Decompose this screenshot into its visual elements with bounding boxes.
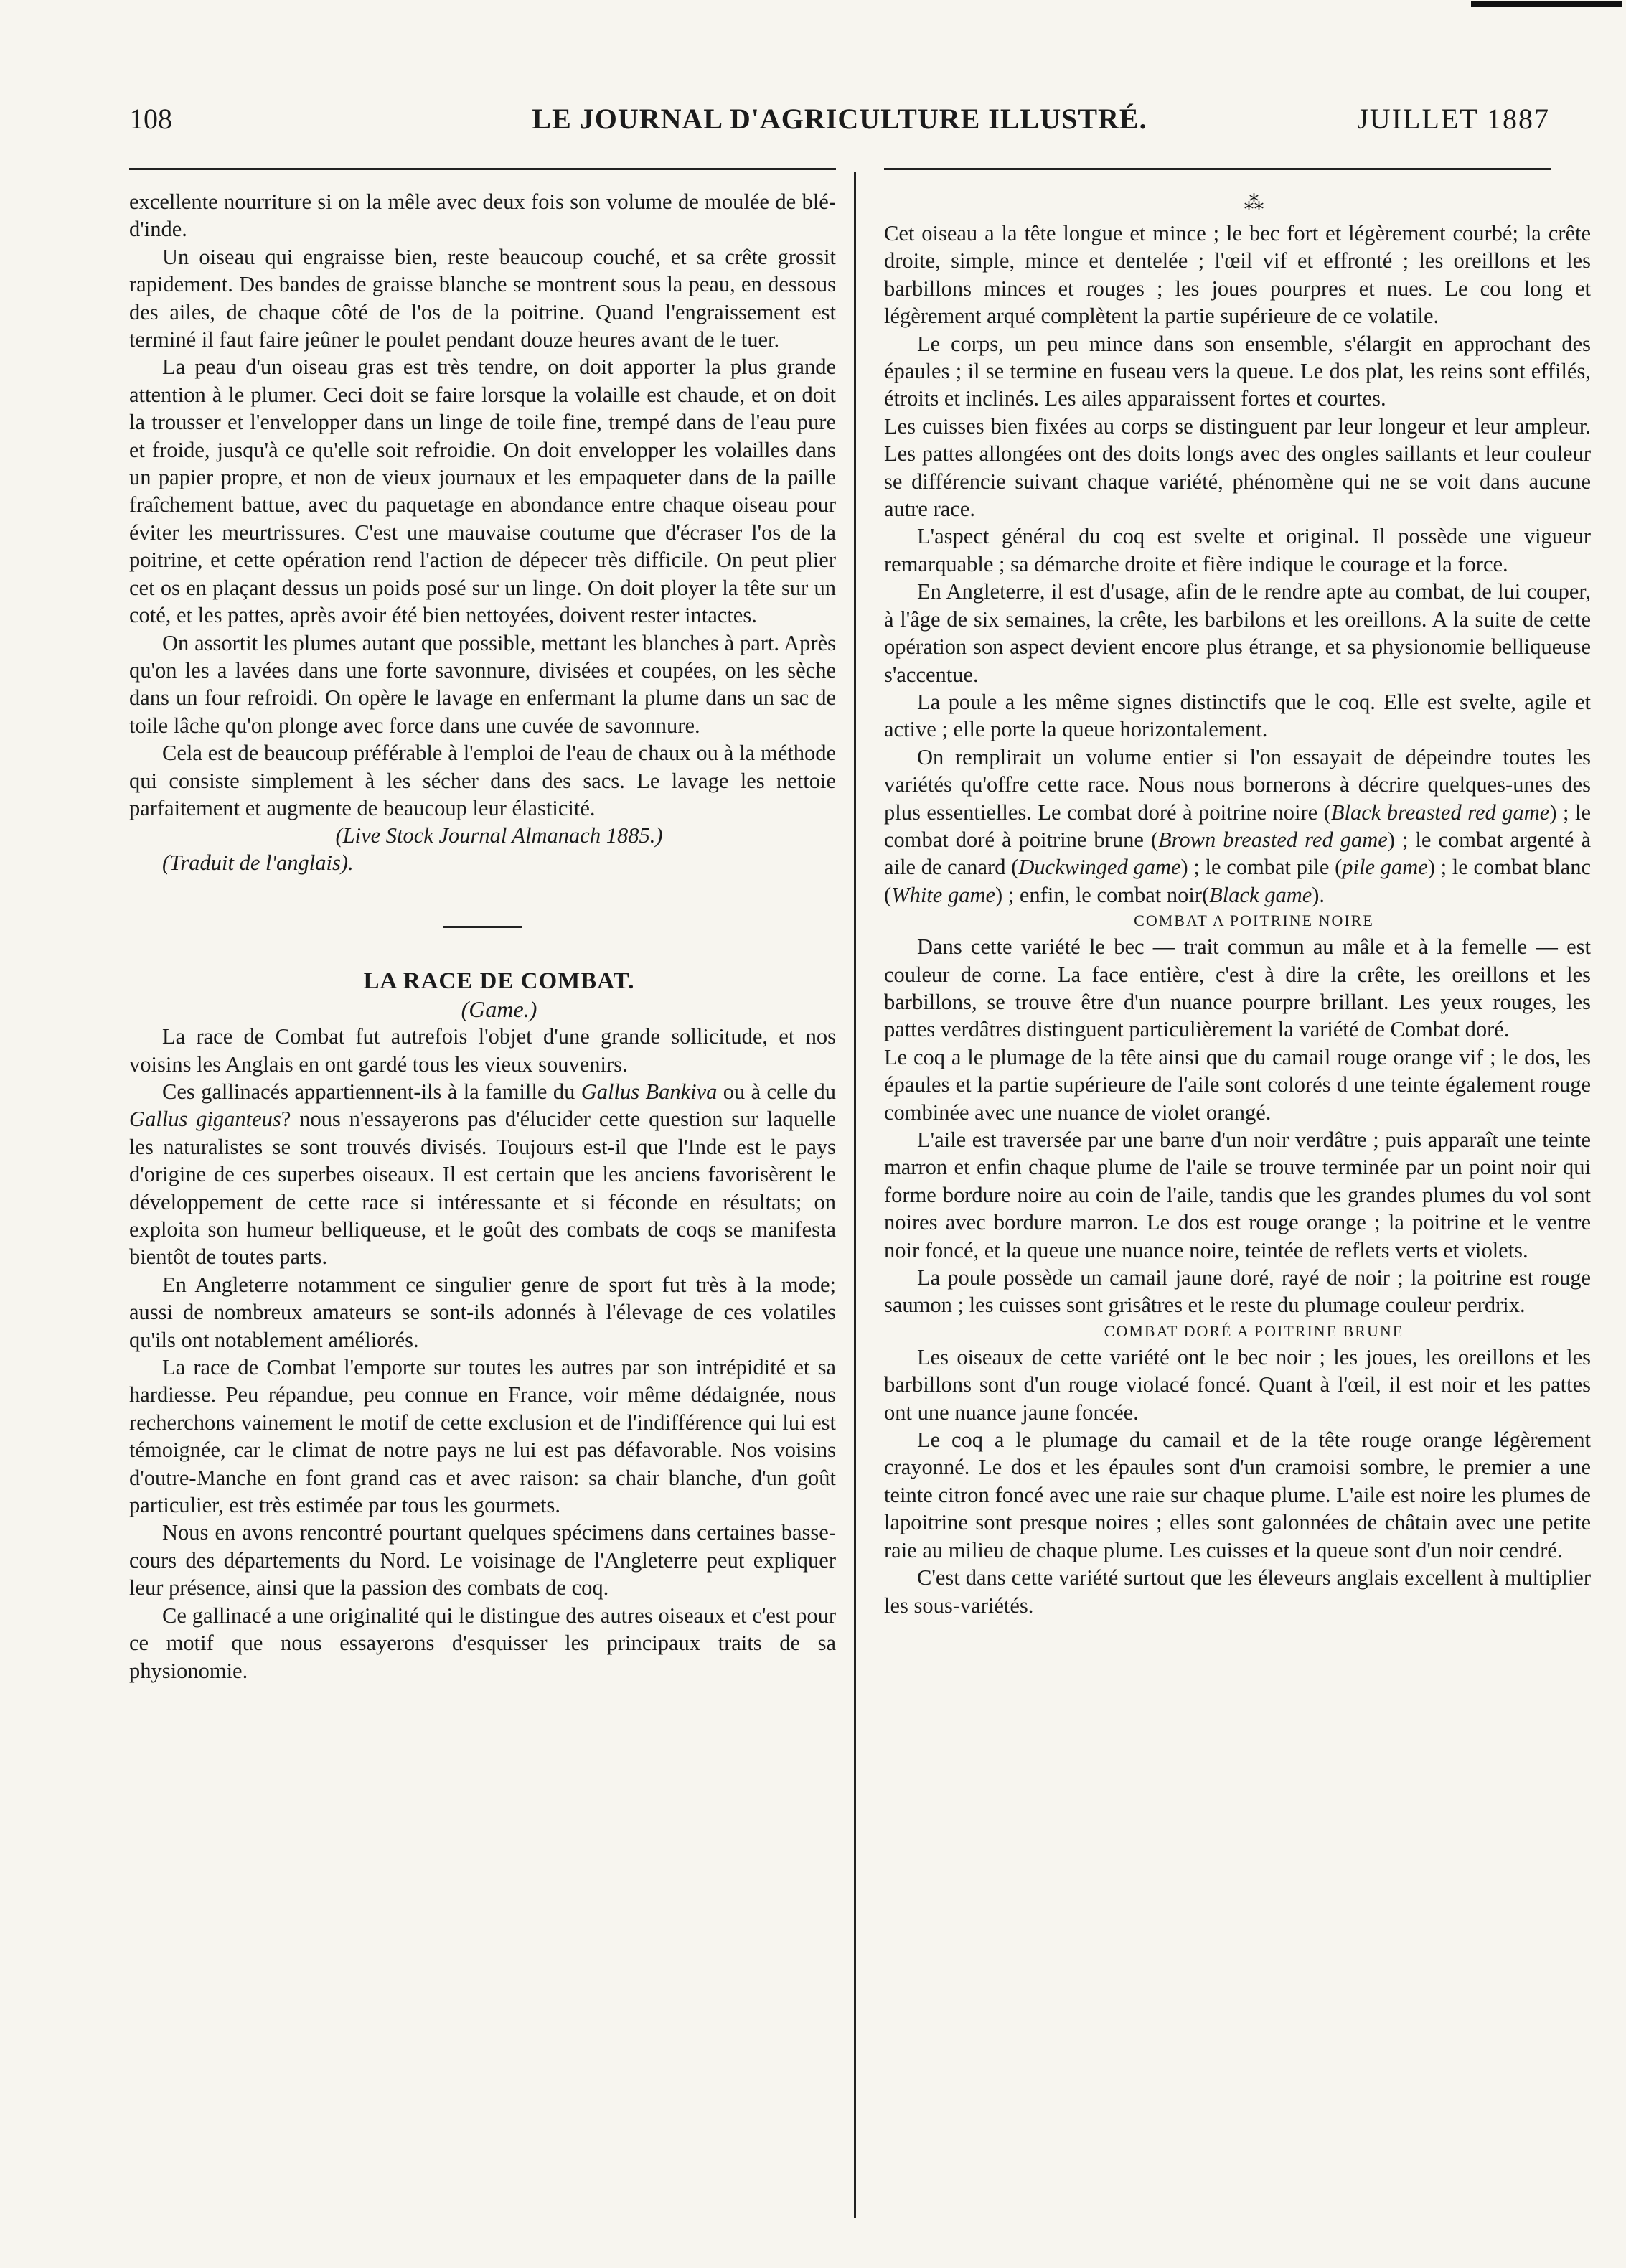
paragraph: Le corps, un peu mince dans son ensemble, s'élargit en approchant des épaules ; il se termine en fuseau vers la queue. Le dos plat, les reins sont effilés, étroits et inclinés. Les ailes apparaissent fortes et courtes. [884, 331, 1591, 411]
translation-note: (Traduit de l'anglais). [162, 851, 354, 876]
paragraph: Nous en avons rencontré pourtant quelques spécimens dans certaines basse-cours des départements du Nord. Le voisinage de l'Angleterre peut expliquer leur présence, ainsi que la passion des combats de coq. [129, 1520, 836, 1601]
article-subtitle: (Game.) [461, 995, 537, 1022]
page-header [129, 102, 1550, 145]
paragraph: La poule a les même signes distinctifs que le coq. Elle est svelte, agile et active ; elle porte la queue horizontalement. [884, 689, 1591, 742]
paragraph: Ces gallinacés appartiennent-ils à la famille du Gallus Bankiva ou à celle du Gallus giganteus? nous n'essayerons pas d'élucider cette question sur laquelle les naturalistes se sont trouvés divisés. Toujours est-il que l'Inde est le pays d'origine de ces superbes oiseaux. Il est certain que les anciens favorisèrent le développement de cette race si intéressante et si féconde en résultats; on exploita son humeur belliqueuse, et le goût des combats de coqs se manifesta bientôt de toutes parts. [129, 1079, 837, 1270]
variety-name: Duckwinged game [1018, 855, 1181, 880]
variety-name: Black game [1209, 882, 1312, 907]
paragraph: Les oiseaux de cette variété ont le bec noir ; les joues, les oreillons et les barbillons sont d'un rouge violacé foncé. Quant à l'œil, il est noir et les pattes ont une nuance jaune foncée. [884, 1344, 1591, 1425]
right-column [884, 188, 1591, 1619]
page-number: 108 [129, 103, 172, 135]
variety-name: pile game [1342, 855, 1428, 880]
paragraph: Le coq a le plumage du camail et de la tête rouge orange légèrement crayonné. Le dos et les épaules sont d'un cramoisi sombre, le premier a une teinte citron foncé avec une raie sur chaque plume. L'aile est noire les plumes de lapoitrine sont presque noires ; elles sont galonnées de châtain avec une petite raie au milieu de chaque plume. Les cuisses et la queue sont d'un noir cendré. [884, 1428, 1591, 1562]
paragraph: La race de Combat fut autrefois l'objet d'une grande sollicitude, et nos voisins les Anglais en ont gardé tous les vieux souvenirs. [129, 1024, 836, 1077]
section-separator [443, 926, 522, 928]
left-column [129, 188, 836, 1684]
paragraph: En Angleterre notamment ce singulier genre de sport fut très à la mode; aussi de nombreux amateurs se sont-ils adonnés à l'élevage de ces volatiles qu'ils ont notablement améliorés. [129, 1272, 836, 1352]
paragraph: Dans cette variété le bec — trait commun au mâle et à la femelle — est couleur de corne. La face entière, c'est à dire la crête, les oreillons et les barbillons, se trouve être d'un nuance pourpre brillant. Les yeux rouges, les pattes verdâtres distinguent particulièrement la variété de Combat doré. [884, 934, 1591, 1042]
issue-date: JUILLET 1887 [1357, 103, 1550, 135]
paragraph: Un oiseau qui engraisse bien, reste beaucoup couché, et sa crête grossit rapidement. Des bandes de graisse blanche se montrent sous la peau, en dessous des ailes, de chaque côté de l'os de la poitrine. Quand l'engraissement est terminé il faut faire jeûner le poulet pendant douze heures avant de le tuer. [129, 244, 836, 352]
header-rule-left [129, 168, 836, 170]
paragraph: L'aspect général du coq est svelte et original. Il possède une vigueur remarquable ; sa démarche droite et fière indique le courage et la force. [884, 524, 1591, 576]
article-title: LA RACE DE COMBAT. [363, 967, 635, 994]
latin-name: Gallus giganteus [129, 1107, 281, 1132]
section-heading: COMBAT DORÉ A POITRINE BRUNE [1104, 1321, 1404, 1340]
paragraph: C'est dans cette variété surtout que les éleveurs anglais excellent à multiplier les sous-variétés. [884, 1565, 1591, 1618]
variety-name: Black breasted red game [1330, 800, 1550, 825]
paragraph: En Angleterre, il est d'usage, afin de le rendre apte au combat, de lui couper, à l'âge de six semaines, la crête, les barbilons et les oreillons. A la suite de cette opération son aspect devient encore plus étrange, et sa physionomie belliqueuse s'accentue. [884, 579, 1591, 687]
journal-title: LE JOURNAL D'AGRICULTURE ILLUSTRÉ. [532, 103, 1147, 135]
paragraph: excellente nourriture si on la mêle avec deux fois son volume de moulée de blé-d'inde. [129, 189, 836, 242]
variety-name: White game [891, 882, 996, 907]
paragraph: Le coq a le plumage de la tête ainsi que du camail rouge orange vif ; le dos, les épaules et la partie supérieure de l'aile sont colorés d une teinte également rouge combinée avec une nuance de violet orangé. [884, 1044, 1591, 1125]
source-citation: (Live Stock Journal Almanach 1885.) [335, 823, 663, 848]
column-divider [854, 172, 856, 2218]
paragraph: Ce gallinacé a une originalité qui le distingue des autres oiseaux et c'est pour ce motif que nous essayerons d'esquisser les principaux traits de sa physionomie. [129, 1603, 836, 1683]
paragraph: Cela est de beaucoup préférable à l'emploi de l'eau de chaux ou à la méthode qui consiste simplement à les sécher dans des sacs. Le lavage les nettoie parfaitement et augmente de beaucoup leur élasticité. [129, 741, 836, 820]
section-heading: COMBAT A POITRINE NOIRE [1134, 912, 1374, 930]
paragraph: La peau d'un oiseau gras est très tendre, on doit apporter la plus grande attention à le plumer. Ceci doit se faire lorsque la volaille est chaude, et on doit la trousser et l'envelopper dans un linge de toile fine, trempé dans de l'eau pure et froide, jusqu'à ce qu'elle soit refroidie. On doit envelopper les volailles dans un papier propre, et non de vieux journaux et les empaqueter dans de la paille fraîchement battue, avec du paquetage en abondance entre chaque oiseau pour éviter les meurtrissures. C'est une mauvaise coutume que d'écraser l'os de la poitrine, et cette opération rend l'action de dépecer très difficile. On peut plier cet os en plaçant dessus un poids posé sur un linge. On doit ployer la tête sur un coté, et les pattes, après avoir été bien nettoyées, doivent rester intactes. [129, 355, 836, 628]
varieties-paragraph: On remplirait un volume entier si l'on essayait de dépeindre toutes les variétés qu'offre cette race. Nous nous bornerons à décrire quelques-unes des plus essentielles. Le combat doré à poitrine noire (Black breasted red game) ; le combat doré à poitrine brune (Brown breasted red game) ; le combat argenté à aile de canard (Duckwinged game) ; le combat pile (pile game) ; le combat blanc (White game) ; enfin, le combat noir(Black game). [884, 744, 1591, 907]
paragraph: La poule possède un camail jaune doré, rayé de noir ; la poitrine est rouge saumon ; les cuisses sont grisâtres et le reste du plumage couleur perdrix. [884, 1265, 1591, 1318]
paragraph: Les cuisses bien fixées au corps se distinguent par leur longeur et leur ampleur. Les pattes allongées ont des doits longs avec des ongles saillants et leur couleur se différencie suivant chaque variété, phénomène qui ne se voit dans aucune autre race. [884, 413, 1591, 522]
paragraph: La race de Combat l'emporte sur toutes les autres par son intrépidité et sa hardiesse. Peu répandue, peu connue en France, voir même dédaignée, nous recherchons vainement le motif de cette exclusion et de l'indifférence qui lui est témoignée, car le climat de notre pays ne lui est pas défavorable. Nos voisins d'outre-Manche en font grand cas et avec raison: sa chair blanche, d'un goût particulier, est très estimée par tous les gourmets. [129, 1355, 836, 1518]
asterism-divider: ⁂ [1244, 192, 1264, 215]
paragraph: On assortit les plumes autant que possible, mettant les blanches à part. Après qu'on les a lavées dans une forte savonnure, divisées et coupées, on les sèche dans un four refroidi. On opère le lavage en enfermant la plume dans un sac de toile lâche qu'on plonge avec force dans une cuvée de savonnure. [129, 630, 836, 738]
paragraph: L'aile est traversée par une barre d'un noir verdâtre ; puis apparaît une teinte marron et enfin chaque plume de l'aile se trouve terminée par un point noir qui forme bordure noire au coin de l'aile, tandis que les grandes plumes du vol sont noires avec bordure marron. Le dos est rouge orange ; la poitrine et le ventre noir foncé, et la queue une nuance noire, teintée de reflets verts et violets. [884, 1128, 1591, 1262]
variety-name: Brown breasted red game [1158, 827, 1388, 852]
paragraph: Cet oiseau a la tête longue et mince ; le bec fort et légèrement courbé; la crête droite, simple, mince et dentelée ; l'œil vif et effronté ; les oreillons et les barbillons minces et rouges ; les joues pourpres et nues. Le cou long et légèrement arqué complètent la partie supérieure de ce volatile. [884, 221, 1591, 329]
header-rule-right [884, 168, 1551, 170]
top-edge-rule [1471, 1, 1622, 7]
latin-name: Gallus Bankiva [581, 1079, 718, 1104]
